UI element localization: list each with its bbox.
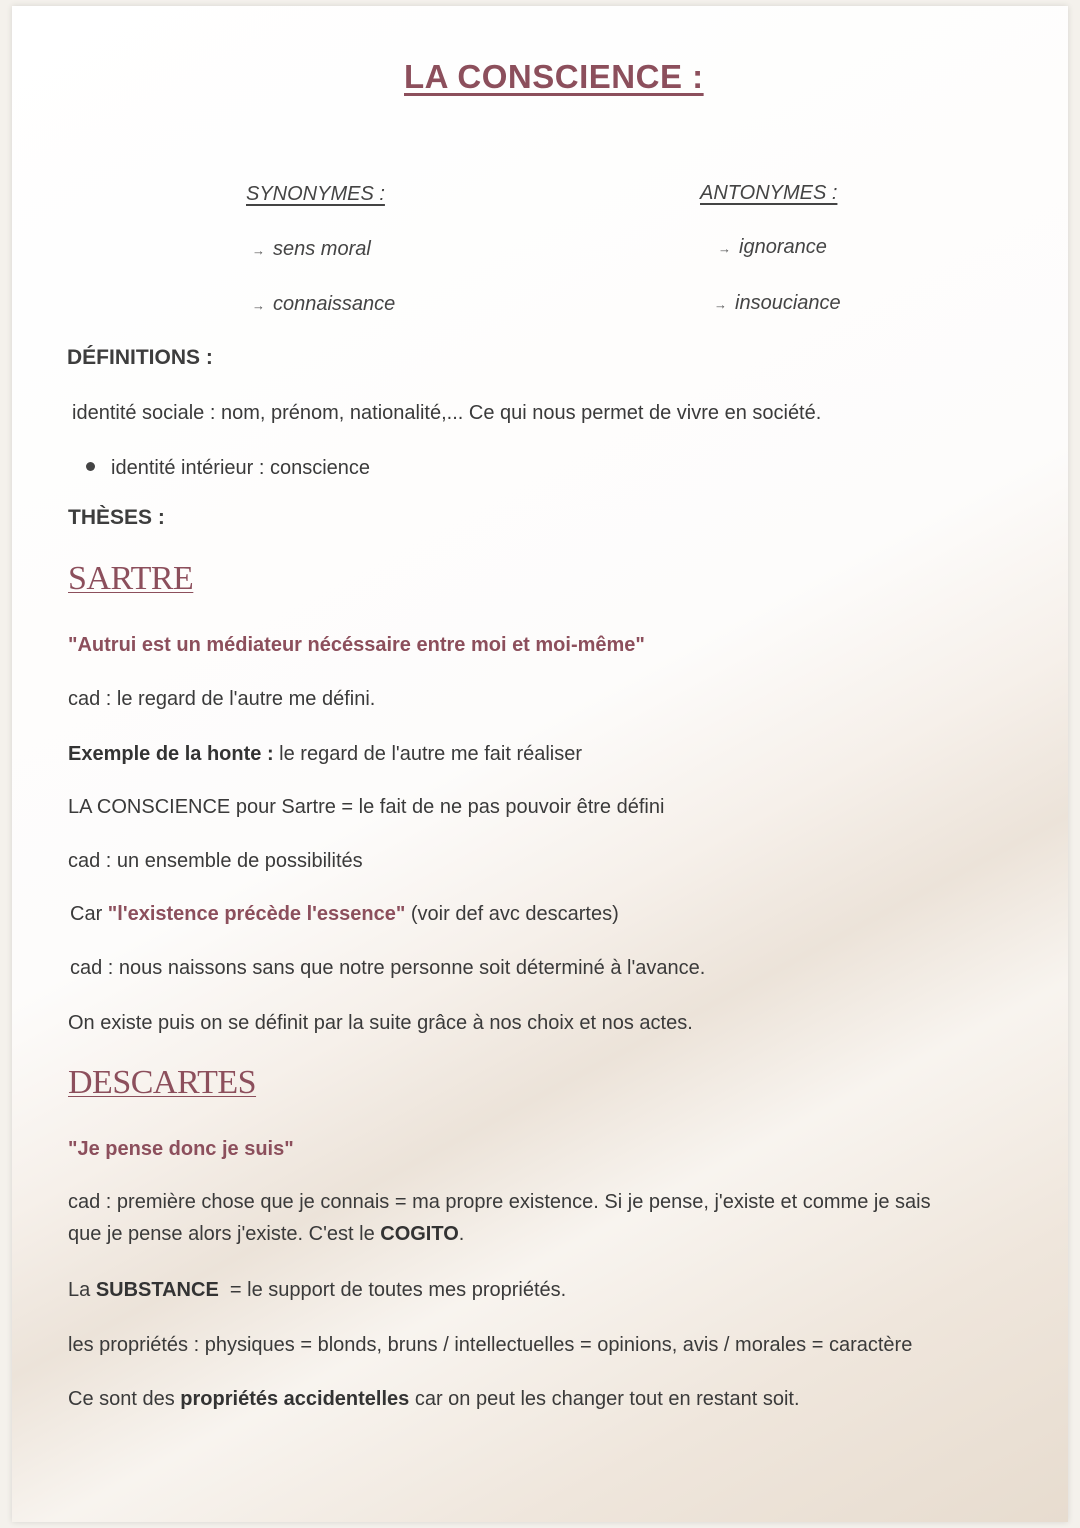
arrow-right-icon: → [714, 297, 727, 312]
descartes-quote: "Je pense donc je suis" [68, 1138, 294, 1160]
arrow-right-icon: → [252, 243, 265, 258]
arrow-right-icon: → [718, 241, 731, 256]
antonym-item: → insouciance [714, 292, 841, 314]
descartes-line: les propriétés : physiques = blonds, bruns / intellectuelles = opinions, avis / morales = caractère [68, 1334, 913, 1356]
sartre-line: On existe puis on se définit par la suite grâce à nos choix et nos actes. [68, 1012, 693, 1034]
sartre-line: cad : nous naissons sans que notre personne soit déterminé à l'avance. [70, 957, 706, 979]
page-title: LA CONSCIENCE : [404, 58, 704, 95]
definition-line: identité sociale : nom, prénom, nationalité,... Ce qui nous permet de vivre en société. [72, 402, 822, 424]
sartre-line: cad : un ensemble de possibilités [68, 850, 363, 872]
definitions-heading: DÉFINITIONS : [67, 346, 213, 369]
arrow-right-icon: → [252, 298, 265, 313]
sartre-line: LA CONSCIENCE pour Sartre = le fait de ne pas pouvoir être défini [68, 796, 665, 818]
descartes-cogito-line: que je pense alors j'existe. C'est le COGITO. [68, 1223, 465, 1245]
antonym-item: → ignorance [718, 236, 827, 258]
sartre-quote: "Autrui est un médiateur nécéssaire entre moi et moi-même" [68, 634, 645, 656]
synonym-item: → sens moral [252, 238, 371, 260]
descartes-substance-line: La SUBSTANCE = le support de toutes mes propriétés. [68, 1279, 567, 1301]
descartes-line: cad : première chose que je connais = ma propre existence. Si je pense, j'existe et comme je sais [68, 1191, 931, 1213]
definition-bullet: identité intérieur : conscience [86, 457, 370, 480]
descartes-accidental-line: Ce sont des propriétés accidentelles car on peut les changer tout en restant soit. [68, 1388, 800, 1410]
synonyms-heading: SYNONYMES : [246, 183, 385, 205]
antonyms-heading: ANTONYMES : [700, 182, 838, 204]
sartre-car-line: Car "l'existence précède l'essence" (voir def avc descartes) [70, 903, 619, 925]
bullet-icon [86, 462, 95, 471]
author-heading-descartes: DESCARTES [68, 1064, 257, 1101]
sartre-example: Exemple de la honte : le regard de l'autre me fait réaliser [68, 743, 583, 765]
sartre-line: cad : le regard de l'autre me défini. [68, 688, 376, 710]
synonym-item: → connaissance [252, 293, 396, 315]
theses-heading: THÈSES : [68, 506, 165, 529]
author-heading-sartre: SARTRE [68, 560, 194, 597]
